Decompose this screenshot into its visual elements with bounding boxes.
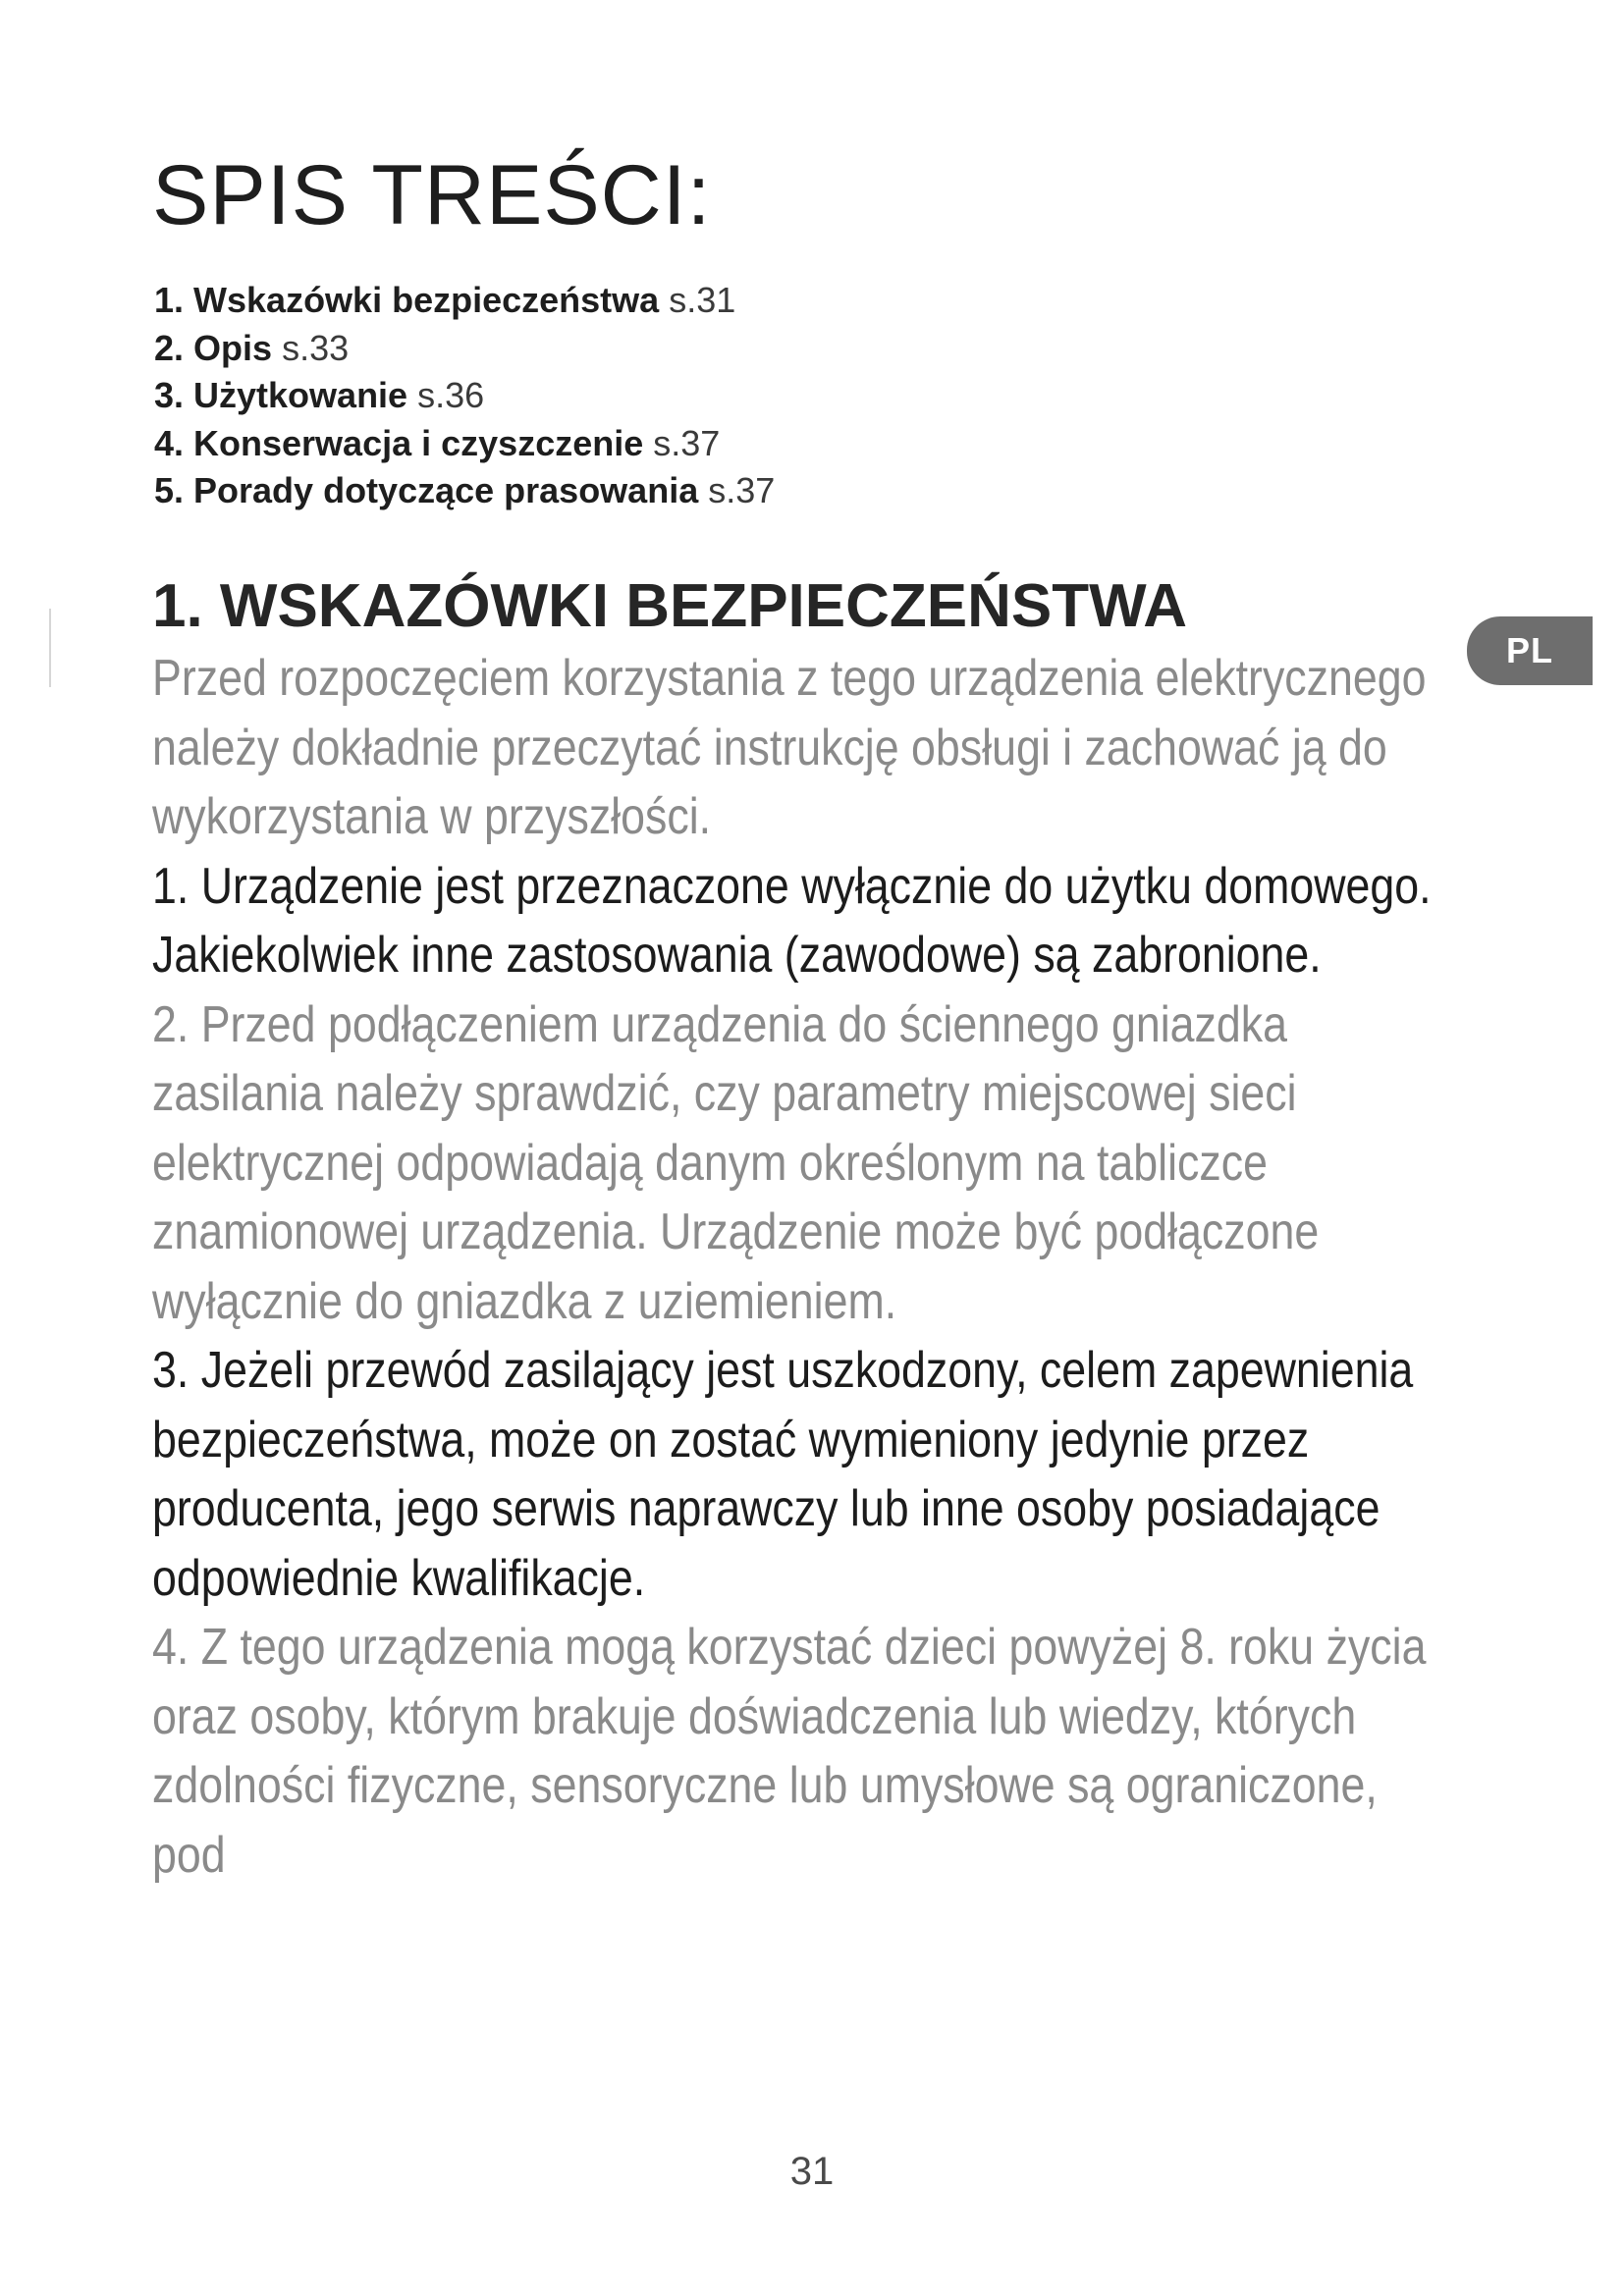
section-heading: 1. WSKAZÓWKI BEZPIECZEŃSTWA — [152, 572, 1187, 640]
toc-item-title: 1. Wskazówki bezpieczeństwa — [154, 280, 660, 320]
section-body — [152, 644, 1458, 1890]
toc-item-page: s.37 — [708, 470, 776, 510]
safety-paragraph-1: 1. Urządzenie jest przeznaczone wyłącznie do użytku domowego. Jakiekolwiek inne zastosowania (zawodowe) są zabronione. — [152, 857, 1432, 984]
toc-item-page: s.37 — [653, 422, 721, 463]
page-number: 31 — [789, 2150, 835, 2193]
toc-item[interactable] — [154, 420, 775, 468]
safety-paragraph-3: 3. Jeżeli przewód zasilający jest uszkodzony, celem zapewnienia bezpieczeństwa, może on zostać wymieniony jedynie przez producenta, jego serwis naprawczy lub inne osoby posiadające odpowiednie kwalifikacje. — [152, 1342, 1414, 1607]
safety-paragraph-2: 2. Przed podłączeniem urządzenia do ściennego gniazdka zasilania należy sprawdzić, czy parametry miejscowej sieci elektrycznej odpowiadają danym określonym na tabliczce znamionowej urządzenia. Urządzenie może być podłączone wyłącznie do gniazdka z uziemieniem. — [152, 995, 1320, 1330]
safety-paragraph-4: 4. Z tego urządzenia mogą korzystać dzieci powyżej 8. roku życia oraz osoby, którym brakuje doświadczenia lub wiedzy, których zdolności fizyczne, sensoryczne lub umysłowe są ograniczone, pod — [152, 1619, 1427, 1884]
toc-item-page: s.33 — [282, 327, 350, 368]
table-of-contents — [154, 277, 775, 515]
page-title: SPIS TREŚCI: — [152, 148, 712, 242]
toc-item-title: 3. Użytkowanie — [154, 375, 408, 415]
toc-item[interactable] — [154, 277, 775, 325]
toc-item-title: 5. Porady dotyczące prasowania — [154, 470, 699, 510]
toc-item[interactable] — [154, 467, 775, 515]
toc-item-title: 4. Konserwacja i czyszczenie — [154, 422, 644, 463]
margin-mark — [49, 609, 51, 687]
intro-paragraph: Przed rozpoczęciem korzystania z tego urządzenia elektrycznego należy dokładnie przeczytać instrukcję obsługi i zachować ją do wykorzystania w przyszłości. — [152, 650, 1427, 845]
toc-item[interactable] — [154, 325, 775, 373]
language-tab: PL — [1467, 616, 1593, 685]
toc-item-page: s.36 — [417, 375, 485, 415]
toc-item[interactable] — [154, 372, 775, 420]
toc-item-page: s.31 — [669, 280, 736, 320]
toc-item-title: 2. Opis — [154, 327, 273, 368]
